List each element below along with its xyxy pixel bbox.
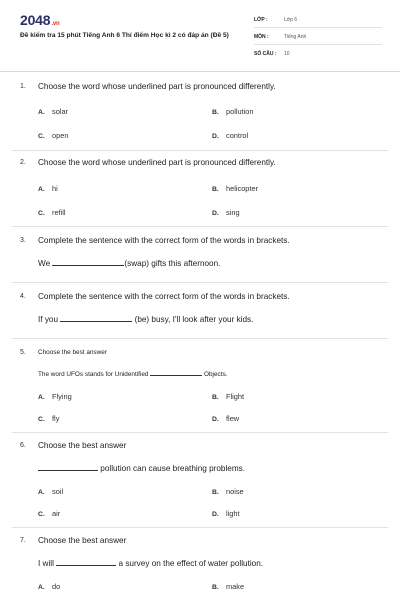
question-text: Choose the best answer [38, 536, 127, 545]
meta-label: SỐ CÂU : [254, 51, 277, 57]
question-text: Choose the word whose underlined part is pronounced differently. [38, 158, 276, 167]
option-a[interactable] [38, 582, 60, 591]
option-text: flew [226, 414, 240, 423]
sentence-before: We [38, 259, 51, 268]
option-letter: B. [212, 584, 219, 591]
option-b[interactable] [212, 184, 258, 193]
meta-label: LỚP : [254, 17, 268, 23]
option-text: pollution [226, 107, 254, 116]
option-text: light [226, 509, 240, 518]
question-text: Choose the word whose underlined part is pronounced differently. [38, 82, 276, 91]
option-text: fly [52, 414, 60, 423]
sentence-before: If you [38, 315, 59, 324]
meta-row-class [254, 15, 382, 28]
option-letter: A. [38, 489, 45, 496]
answer-blank[interactable] [52, 259, 124, 266]
question-number: 4. [20, 293, 26, 300]
option-text: do [52, 582, 61, 591]
divider [12, 338, 388, 339]
option-c[interactable] [38, 208, 66, 217]
page-title: Đề kiểm tra 15 phút Tiếng Anh 6 Thí điểm Học kì 2 có đáp án (Đề 5) [20, 32, 229, 39]
option-text: make [226, 582, 245, 591]
meta-row-count [254, 49, 382, 62]
option-letter: C. [38, 210, 45, 217]
fill-in-sentence [38, 369, 227, 378]
question-number: 7. [20, 537, 26, 544]
divider [12, 150, 388, 151]
option-text: helicopter [226, 184, 259, 193]
option-letter: A. [38, 394, 45, 401]
option-a[interactable] [38, 392, 72, 401]
option-b[interactable] [212, 392, 244, 401]
question-text: Complete the sentence with the correct form of the words in brackets. [38, 236, 290, 245]
meta-value: Tiếng Anh [284, 34, 307, 40]
answer-blank[interactable] [56, 559, 116, 566]
question-text: Complete the sentence with the correct form of the words in brackets. [38, 292, 290, 301]
option-text: hi [52, 184, 58, 193]
option-b[interactable] [212, 107, 254, 116]
question-number: 2. [20, 159, 26, 166]
meta-row-subject [254, 32, 382, 45]
meta-value: Lớp 6 [284, 17, 298, 23]
answer-blank[interactable] [38, 464, 98, 471]
option-d[interactable] [212, 414, 239, 423]
option-c[interactable] [38, 509, 60, 518]
option-letter: C. [38, 416, 45, 423]
option-letter: C. [38, 511, 45, 518]
option-text: air [52, 509, 61, 518]
meta-label: MÔN : [254, 34, 269, 40]
meta-info [254, 15, 382, 66]
sentence-after: (be) busy, I'll look after your kids. [134, 315, 254, 324]
option-d[interactable] [212, 131, 248, 140]
sentence-after: (swap) gifts this afternoon. [124, 259, 221, 268]
option-letter: A. [38, 584, 45, 591]
option-letter: A. [38, 186, 45, 193]
divider [12, 282, 388, 283]
option-b[interactable] [212, 487, 244, 496]
option-text: solar [52, 107, 69, 116]
question-number: 5. [20, 349, 26, 356]
option-text: Flight [226, 392, 245, 401]
option-a[interactable] [38, 107, 68, 116]
question-text: Choose the best answer [38, 441, 127, 450]
fill-in-sentence [38, 464, 245, 473]
option-c[interactable] [38, 414, 59, 423]
fill-in-sentence [38, 259, 220, 268]
option-letter: A. [38, 109, 45, 116]
sentence-before: I will [38, 559, 54, 568]
question-text: Choose the best answer [38, 349, 107, 356]
option-a[interactable] [38, 487, 63, 496]
fill-in-sentence [38, 559, 263, 568]
option-c[interactable] [38, 131, 68, 140]
meta-value: 10 [284, 51, 290, 57]
option-a[interactable] [38, 184, 58, 193]
option-letter: D. [212, 133, 219, 140]
option-d[interactable] [212, 509, 240, 518]
option-text: soil [52, 487, 64, 496]
option-text: sing [226, 208, 240, 217]
divider [12, 432, 388, 433]
option-text: Flying [52, 392, 72, 401]
option-text: control [226, 131, 249, 140]
site-logo[interactable] [20, 12, 59, 28]
option-letter: B. [212, 109, 219, 116]
option-b[interactable] [212, 582, 244, 591]
question-number: 1. [20, 83, 26, 90]
question-number: 3. [20, 237, 26, 244]
logo-domain: .vn [51, 21, 60, 27]
divider [12, 226, 388, 227]
option-letter: D. [212, 511, 219, 518]
option-text: refill [52, 208, 66, 217]
option-letter: B. [212, 489, 219, 496]
option-letter: C. [38, 133, 45, 140]
option-letter: B. [212, 186, 219, 193]
fill-in-sentence [38, 315, 253, 324]
sentence-after: pollution can cause breathing problems. [100, 464, 246, 473]
question-number: 6. [20, 442, 26, 449]
sentence-after: a survey on the effect of water pollution. [118, 559, 264, 568]
option-letter: B. [212, 394, 219, 401]
option-letter: D. [212, 416, 219, 423]
sentence-after: Objects. [204, 371, 228, 378]
option-d[interactable] [212, 208, 240, 217]
logo-text: 2048 [20, 12, 51, 28]
answer-blank[interactable] [150, 369, 202, 376]
option-letter: D. [212, 210, 219, 217]
option-text: noise [226, 487, 244, 496]
sentence-before: The word UFOs stands for Unidentified [38, 371, 149, 378]
answer-blank[interactable] [60, 315, 132, 322]
option-text: open [52, 131, 69, 140]
divider [12, 527, 388, 528]
header [0, 0, 400, 72]
